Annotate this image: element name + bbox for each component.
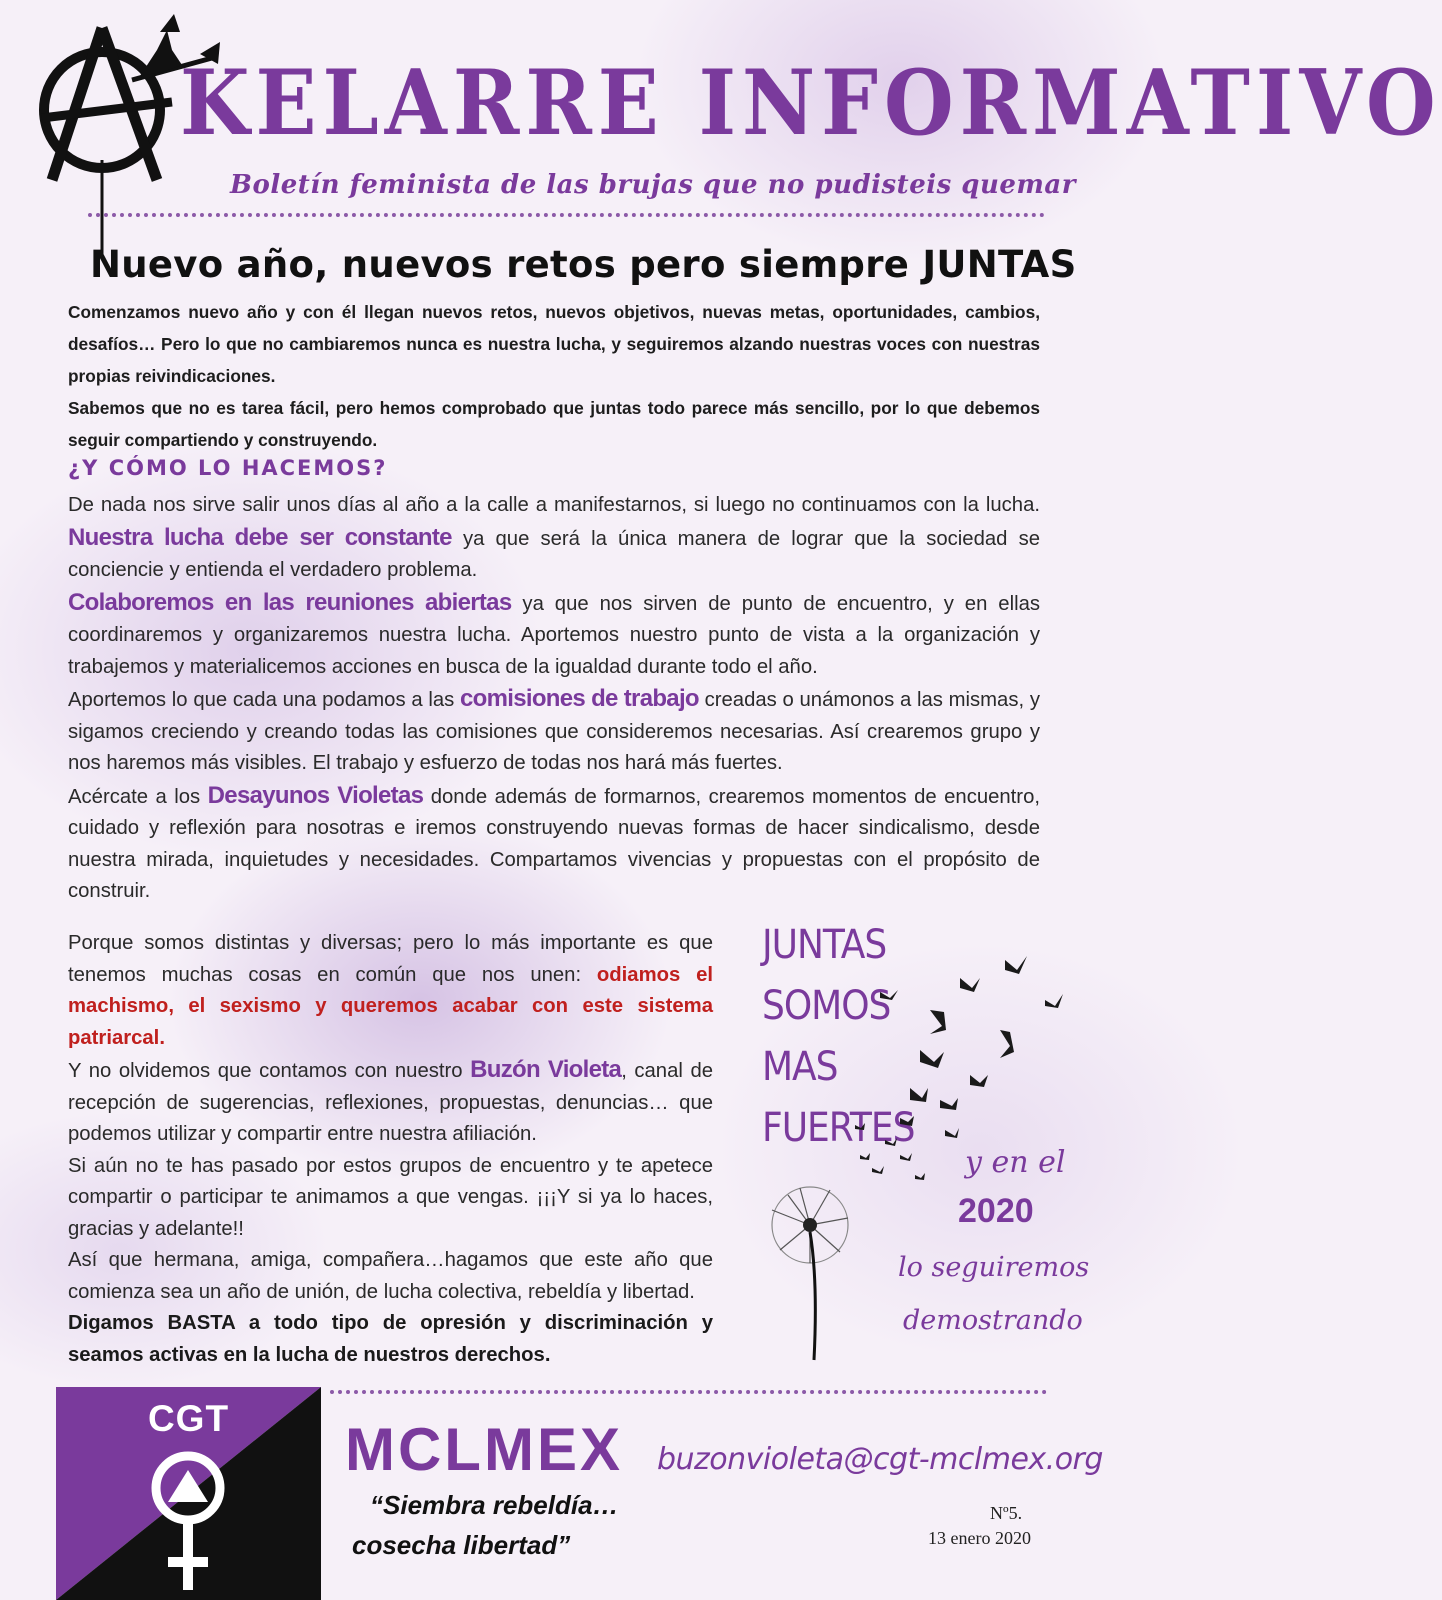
body-paragraph: Acércate a los Desayunos Violetas donde además de formarnos, crearemos momentos de encuentro, cuidado y reflexión para nosotras e iremos construyendo nuevas formas de hacer sindicalismo, desde nuestra mirada, inquietudes y necesidades. Compartamos vivencias y propuestas con el propósito de construir. — [68, 781, 1040, 902]
newsletter-title: KELARRE INFORMATIVO — [180, 50, 1442, 156]
sidebar-text: y en el — [965, 1145, 1066, 1180]
sidebar-slogan: JUNTAS SOMOS MAS FUERTES — [762, 922, 915, 1151]
section-heading: ¿Y CÓMO LO HACEMOS? — [68, 456, 388, 480]
closing-body-text — [68, 928, 713, 1371]
intro-paragraph: Comenzamos nuevo año y con él llegan nuevos retos, nuevos objetivos, nuevas metas, oportunidades, cambios, desafíos… Pero lo que no cambiaremos nunca es nuestra lucha, y seguiremos alzando nuestras voces con nuestras propias reivindicaciones. — [68, 302, 1040, 386]
org-name: MCLMEX — [345, 1416, 623, 1483]
cgt-feminist-symbol-icon — [138, 1440, 238, 1600]
footer-divider — [330, 1390, 1047, 1394]
sidebar-text: demostrando — [903, 1305, 1083, 1336]
headline: Nuevo año, nuevos retos pero siempre JUNTAS — [90, 243, 1077, 286]
intro-paragraph: Sabemos que no es tarea fácil, pero hemos comprobado que juntas todo parece más sencillo, por lo que debemos seguir compartiendo y construyendo. — [68, 398, 1040, 450]
newsletter-subtitle: Boletín feminista de las brujas que no pudisteis quemar — [230, 170, 1076, 200]
highlight-text: Desayunos Violetas — [207, 781, 424, 809]
sidebar-text: lo seguiremos — [898, 1252, 1090, 1283]
highlight-text: Nuestra lucha debe ser constante — [68, 523, 452, 551]
body-paragraph: Si aún no te has pasado por estos grupos de encuentro y te apetece compartir o participar te animamos a que vengas. ¡¡¡Y si ya lo haces, gracias y adelante!! — [68, 1154, 713, 1240]
body-paragraph: Porque somos distintas y diversas; pero lo más importante es que tenemos muchas cosas en común que nos unen: odiamos el machismo, el sexismo y queremos acabar con este sistema patriarcal. — [68, 932, 713, 1049]
body-paragraph: Así que hermana, amiga, compañera…hagamos que este año que comienza sea un año de unión, de lucha colectiva, rebeldía y libertad. — [68, 1249, 713, 1303]
body-paragraph: Digamos BASTA a todo tipo de opresión y discriminación y seamos activas en la lucha de nuestros derechos. — [68, 1312, 713, 1366]
slogan-line: “Siembra rebeldía… — [370, 1490, 619, 1520]
highlight-text: Colaboremos en las reuniones abiertas — [68, 588, 512, 616]
body-paragraph: Colaboremos en las reuniones abiertas ya que nos sirven de punto de encuentro, y en ellas coordinaremos y organizaremos nuestra lucha. Aportemos nuestro punto de vista a la organización y trabajemos y materialicemos acciones en busca de la igualdad durante todo el año. — [68, 588, 1041, 678]
highlight-text: Buzón Violeta — [470, 1056, 622, 1083]
sidebar-year: 2020 — [958, 1192, 1034, 1230]
intro-text — [68, 296, 1040, 456]
slogan-line: cosecha libertad” — [352, 1530, 571, 1560]
contact-email[interactable]: buzonvioleta@cgt-mclmex.org — [657, 1442, 1103, 1477]
body-paragraph: Aportemos lo que cada una podamos a las comisiones de trabajo creadas o unámonos a las mismas, y sigamos creciendo y creando todas las comisiones que consideremos necesarias. Así crearemos grupo y nos haremos más visibles. El trabajo y esfuerzo de todas nos hará más fuertes. — [68, 685, 1040, 774]
alert-text: odiamos el machismo, el sexismo y queremos acabar con este sistema patriarcal. — [68, 963, 713, 1049]
body-paragraph: Y no olvidemos que contamos con nuestro Buzón Violeta, canal de recepción de sugerencias, reflexiones, propuestas, denuncias… que podemos utilizar y compartir entre nuestra afiliación. — [68, 1056, 713, 1145]
issue-date: 13 enero 2020 — [928, 1528, 1031, 1548]
cgt-label: CGT — [147, 1398, 230, 1439]
header-divider — [88, 213, 1045, 217]
highlight-text: comisiones de trabajo — [459, 685, 699, 712]
main-body-text — [68, 490, 1040, 908]
issue-number: Nº5. — [990, 1503, 1023, 1523]
body-paragraph: De nada nos sirve salir unos días al año a la calle a manifestarnos, si luego no continuamos con la lucha. Nuestra lucha debe ser constante ya que será la única manera de lograr que la sociedad se conciencie y entienda el verdadero problema. — [68, 494, 1040, 581]
